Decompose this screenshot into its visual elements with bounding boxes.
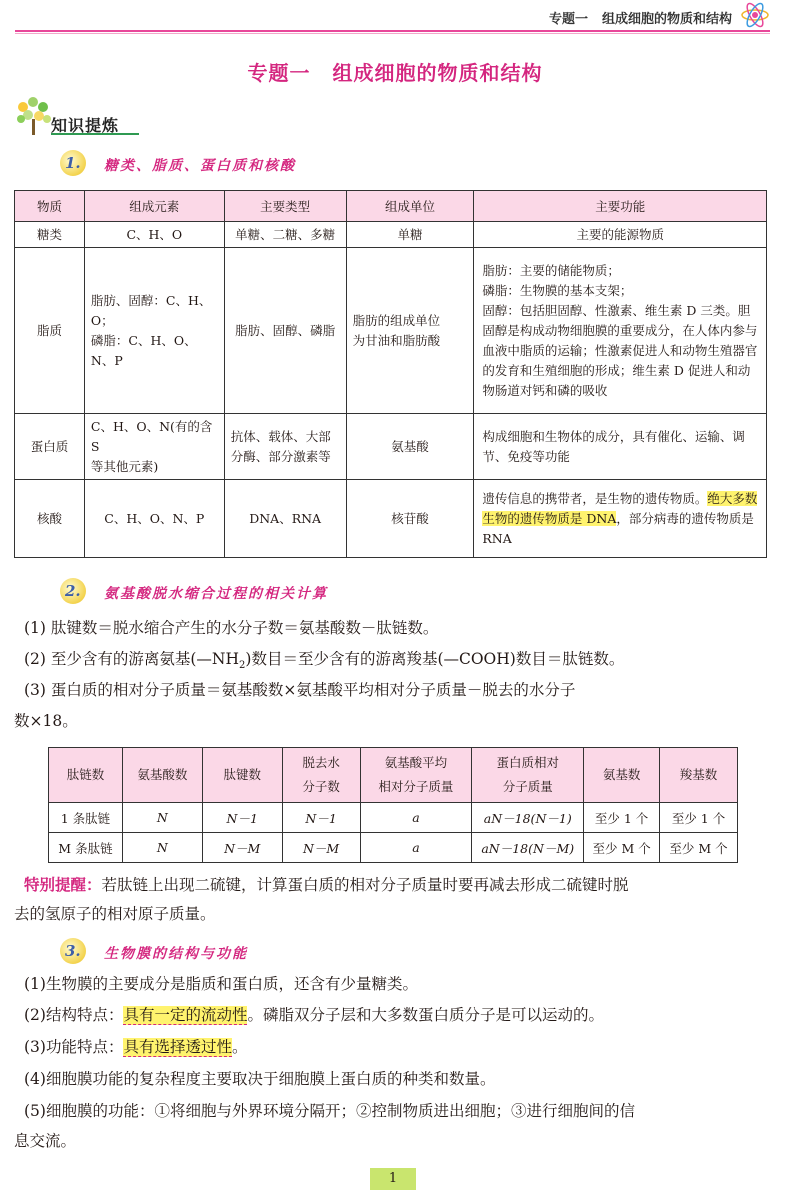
cell-unit: 单糖 — [346, 222, 474, 248]
tip-text: 若肽链上出现二硫键，计算蛋白质的相对分子质量时要再减去形成二硫键时脱 — [101, 876, 629, 894]
cell-elements — [84, 248, 224, 414]
section-label: 氨基酸脱水缩合过程的相关计算 — [104, 586, 328, 602]
function-line: 磷脂：生物膜的基本支架； — [482, 282, 633, 298]
table-header: 肽链数 — [49, 748, 123, 803]
page-title — [0, 57, 790, 86]
table-header-row — [49, 748, 738, 803]
highlighted-text: 绝大多数生物的遗传物质是 DNA — [482, 490, 758, 526]
running-header — [0, 0, 790, 34]
table-cell: aN－18(N－M) — [472, 833, 584, 863]
cell-function: 主要的能源物质 — [474, 222, 767, 248]
membrane-paragraph-4: (4)细胞膜功能的复杂程度主要取决于细胞膜上蛋白质的种类和数量。 — [24, 1070, 496, 1088]
table-header: 氨基数 — [584, 748, 660, 803]
special-tip-cont: 去的氢原子的相对原子质量。 — [14, 905, 216, 923]
section-label: 糖类、脂质、蛋白质和核酸 — [104, 158, 296, 174]
unit-line: 为甘油和脂肪酸 — [352, 332, 441, 348]
knowledge-underline — [51, 133, 139, 135]
table-cell: M 条肽链 — [49, 833, 123, 863]
membrane-paragraph-5: (5)细胞膜的功能：①将细胞与外界环境分隔开；②控制物质进出细胞；③进行细胞间的信 — [24, 1102, 635, 1120]
th-types: 主要类型 — [224, 191, 346, 222]
table-header: 羧基数 — [660, 748, 738, 803]
function-line: 脂肪：主要的储能物质； — [482, 262, 620, 278]
title-text: 组成细胞的物质和结构 — [332, 61, 543, 85]
cell-function: 构成细胞和生物体的成分，具有催化、运输、调节、免疫等功能 — [474, 414, 767, 480]
th-function: 主要功能 — [474, 191, 767, 222]
cell-elements: C、H、O、N、P — [84, 480, 224, 558]
page-number: 1 — [370, 1168, 416, 1190]
th-substance: 物质 — [15, 191, 85, 222]
elements-line: 脂肪、固醇：C、H、O； — [90, 292, 212, 328]
table-header: 氨基酸平均 相对分子质量 — [360, 748, 472, 803]
cell-unit: 氨基酸 — [346, 414, 474, 480]
table-row — [15, 222, 767, 248]
elements-line: 磷脂：C、H、O、N、P — [90, 332, 197, 368]
peptide-calc-table — [48, 747, 738, 863]
calc-paragraph-3-cont: 数×18。 — [14, 712, 78, 730]
header-subtitle: 组成细胞的物质和结构 — [601, 12, 732, 27]
table-cell: 至少 M 个 — [584, 833, 660, 863]
types-line: 抗体、载体、大部 — [230, 428, 331, 444]
cell-unit: 核苷酸 — [346, 480, 474, 558]
knowledge-label: 知识提炼 — [51, 116, 120, 135]
cell-types: 脂肪、固醇、磷脂 — [224, 248, 346, 414]
table-cell: N — [122, 803, 202, 833]
unit-line: 脂肪的组成单位 — [352, 312, 441, 328]
table-cell: aN－18(N－1) — [472, 803, 584, 833]
table-cell: a — [360, 833, 472, 863]
cell-substance: 蛋白质 — [15, 414, 85, 480]
function-line: 固醇：包括胆固醇、性激素、维生素 D 三类。胆固醇是构成动物细胞膜的重要成分，在人体内参与血液中脂质的运输；性激素促进人和动物生殖器官的发育和生殖细胞的形成；维生素 D 促进人和动物肠道对钙和磷的吸收 — [482, 302, 758, 398]
special-tip — [24, 874, 774, 896]
cell-elements: C、H、O — [84, 222, 224, 248]
header-rule — [15, 30, 770, 32]
function-text: ，部分病毒的遗传物质是 RNA — [482, 510, 754, 546]
cell-substance: 脂质 — [15, 248, 85, 414]
table-cell: 至少 1 个 — [584, 803, 660, 833]
atom-icon — [740, 2, 770, 28]
elements-line: C、H、O、N(有的含 S — [90, 418, 213, 454]
highlighted-text: 具有一定的流动性 — [123, 1006, 248, 1024]
calc-paragraph-2: (2) 至少含有的游离氨基$(—NH_2)$数目＝至少含有的游离羧基(—COOH)数目＝肽链数。 — [24, 650, 625, 672]
th-unit: 组成单位 — [346, 191, 474, 222]
table-row — [15, 248, 767, 414]
section-number-badge: 1. — [60, 150, 86, 176]
calc-paragraph-3: (3) 蛋白质的相对分子质量＝氨基酸数×氨基酸平均相对分子质量－脱去的水分子 — [24, 681, 576, 699]
cell-substance: 糖类 — [15, 222, 85, 248]
table-cell: a — [360, 803, 472, 833]
table-header: 氨基酸数 — [122, 748, 202, 803]
table-header: 肽键数 — [202, 748, 282, 803]
types-line: 分酶、部分激素等 — [230, 448, 331, 464]
cell-types — [224, 414, 346, 480]
knowledge-badge — [15, 95, 135, 140]
membrane-paragraph-1: (1)生物膜的主要成分是脂质和蛋白质，还含有少量糖类。 — [24, 975, 418, 993]
title-topic: 专题一 — [247, 61, 311, 85]
table-row — [49, 833, 738, 863]
cell-types: 单糖、二糖、多糖 — [224, 222, 346, 248]
table-header: 脱去水 分子数 — [282, 748, 360, 803]
table-row — [15, 414, 767, 480]
cell-elements — [84, 414, 224, 480]
table-cell: 至少 M 个 — [660, 833, 738, 863]
table-header-row — [15, 191, 767, 222]
membrane-paragraph-5-cont: 息交流。 — [14, 1132, 77, 1150]
elements-line: 等其他元素) — [90, 458, 159, 474]
header-rule-thin — [15, 33, 770, 34]
header-text — [535, 8, 732, 27]
cell-function — [474, 480, 767, 558]
membrane-paragraph-2: (2)结构特点：具有一定的流动性。磷脂双分子层和大多数蛋白质分子是可以运动的。 — [24, 1006, 604, 1024]
section-label: 生物膜的结构与功能 — [104, 946, 248, 962]
table-cell: N－1 — [282, 803, 360, 833]
table-cell: 1 条肽链 — [49, 803, 123, 833]
table-row — [15, 480, 767, 558]
tree-icon — [15, 95, 55, 140]
table-row — [49, 803, 738, 833]
tip-label: 特别提醒： — [24, 876, 102, 894]
table-cell: N－M — [282, 833, 360, 863]
calc-paragraph-1: (1) 肽键数＝脱水缩合产生的水分子数＝氨基酸数－肽链数。 — [24, 619, 439, 637]
table-cell: 至少 1 个 — [660, 803, 738, 833]
table-cell: N — [122, 833, 202, 863]
substances-table — [14, 190, 767, 558]
cell-function — [474, 248, 767, 414]
section-number-badge: 3. — [60, 938, 86, 964]
section-number-badge: 2. — [60, 578, 86, 604]
th-elements: 组成元素 — [84, 191, 224, 222]
highlighted-text: 具有选择透过性 — [123, 1038, 232, 1056]
header-topic: 专题一 — [548, 12, 588, 27]
table-cell: N－1 — [202, 803, 282, 833]
membrane-paragraph-3: (3)功能特点：具有选择透过性。 — [24, 1038, 248, 1056]
cell-unit — [346, 248, 474, 414]
cell-substance: 核酸 — [15, 480, 85, 558]
cell-types: DNA、RNA — [224, 480, 346, 558]
function-text: 遗传信息的携带者，是生物的遗传物质。 — [482, 490, 708, 506]
table-cell: N－M — [202, 833, 282, 863]
table-header: 蛋白质相对 分子质量 — [472, 748, 584, 803]
